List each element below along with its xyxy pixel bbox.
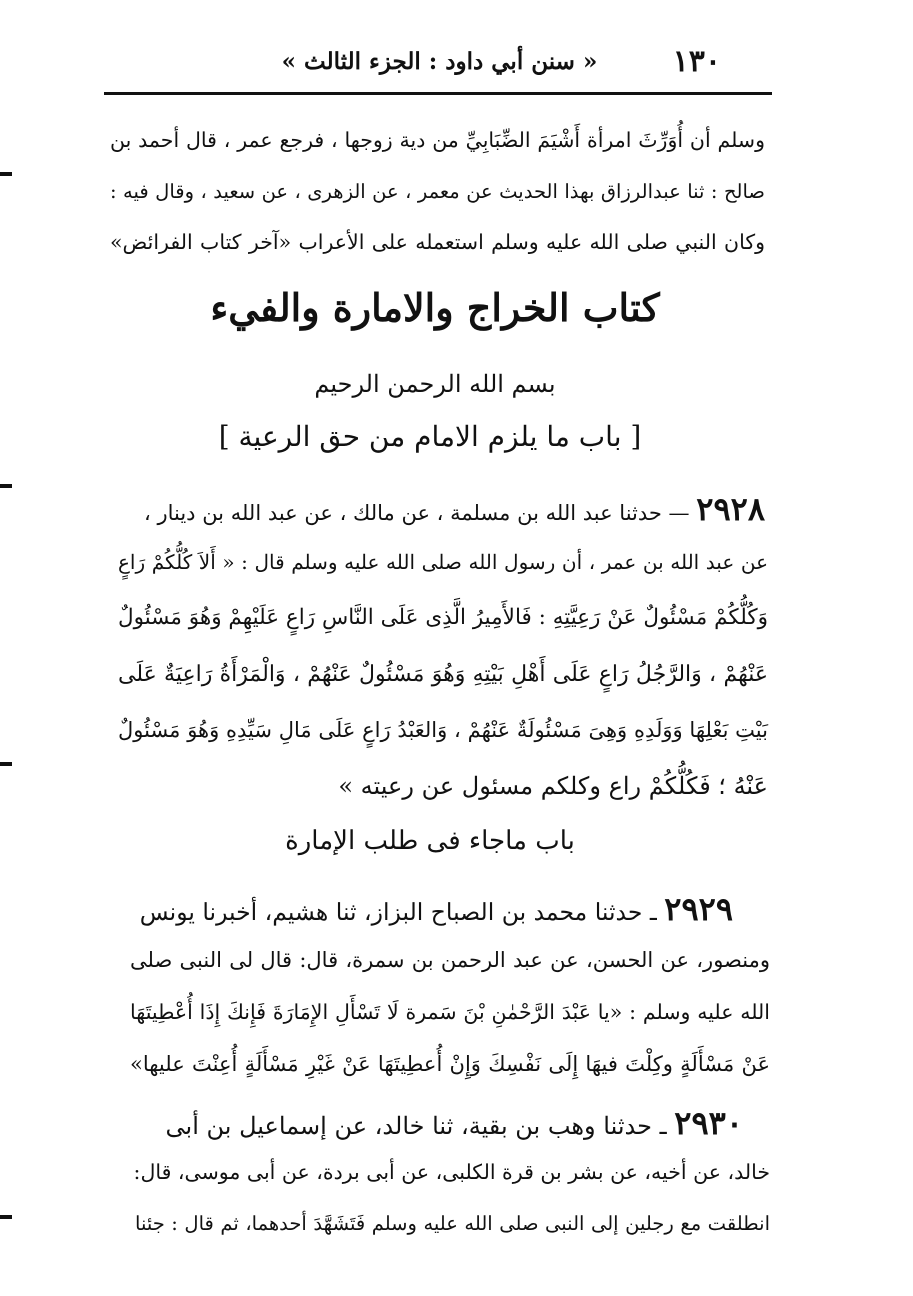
margin-mark <box>0 172 12 176</box>
text-line: صالح : ثنا عبدالرزاق بهذا الحديث عن معمر ، عن الزهرى ، عن سعيد ، وقال فيه : <box>110 180 765 203</box>
hadith-number: ٢٩٢٩ <box>664 890 733 928</box>
text-line: عَنْهُمْ ، وَالرَّجُلُ رَاعٍ عَلَى أَهْلِ بَيْتِهِ وَهُوَ مَسْئُولٌ عَنْهُمْ ، وَالْمَرْأَةُ رَاعِيَةٌ عَلَى <box>118 662 768 687</box>
hadith-number: ٢٩٣٠ <box>674 1104 743 1142</box>
margin-mark <box>0 484 12 488</box>
margin-mark <box>0 1215 12 1219</box>
text-line: عن عبد الله بن عمر ، أن رسول الله صلى الله عليه وسلم قال : « أَلاَ كُلُّكُمْ رَاعٍ <box>118 550 768 574</box>
margin-mark <box>0 762 12 766</box>
chapter-heading: [ باب ما يلزم الامام من حق الرعية ] <box>218 420 642 453</box>
text-line: الله عليه وسلم : «يا عَبْدَ الرَّحْمٰنِ بْنَ سَمرة لَا تَسْأَلِ الإِمَارَةَ فَإِنكَ إِذَا أُعْطِيتَهَا <box>130 1000 770 1024</box>
header-rule <box>104 92 772 95</box>
hadith-text: — حدثنا عبد الله بن مسلمة ، عن مالك ، عن عبد الله بن دينار ، <box>144 501 690 525</box>
text-line: عَنْ مَسْأَلَةٍ وكِلْتَ فيهَا إِلَى نَفْسِكَ وَإِنْ أُعطِيتَهَا عَنْ غَيْرِ مَسْأَلَةٍ أُعِنْتَ عليها» <box>130 1052 770 1076</box>
text-line: وسلم أن أُوَرِّثَ امرأة أَشْيَمَ الضِّبَابِيِّ من دية زوجها ، فرجع عمر ، قال أحمد بن <box>110 128 765 152</box>
hadith-number: ٢٩٢٨ <box>696 490 765 528</box>
hadith-first-line <box>145 490 765 528</box>
hadith-first-line <box>133 890 733 928</box>
text-line: انطلقت مع رجلين إلى النبى صلى الله عليه وسلم فَتَشَهَّدَ أحدهما، ثم قال : جئنا <box>135 1212 770 1235</box>
hadith-first-line <box>133 1104 743 1142</box>
basmala: بسم الله الرحمن الرحيم <box>314 370 556 398</box>
text-line: وكان النبي صلى الله عليه وسلم استعمله على الأعراب «آخر كتاب الفرائض» <box>110 230 765 254</box>
text-line: بَيْتِ بَعْلِهَا وَوَلَدِهِ وَهِىَ مَسْئُولَةٌ عَنْهُمْ ، وَالعَبْدُ رَاعٍ عَلَى مَالِ سَيِّدِهِ وَهُوَ مَسْئُولٌ <box>118 718 768 742</box>
hadith-text: ـ حدثنا وهب بن بقية، ثنا خالد، عن إسماعيل بن أبى <box>165 1112 667 1140</box>
page-number: ١٣٠ <box>672 44 721 79</box>
text-line: خالد، عن أخيه، عن بشر بن قرة الكلبى، عن أبى بردة، عن أبى موسى، قال: <box>133 1160 770 1184</box>
text-line: ومنصور، عن الحسن، عن عبد الرحمن بن سمرة، قال: قال لى النبى صلى <box>130 948 770 972</box>
text-line: وَكُلُّكُمْ مَسْئُولٌ عَنْ رَعِيَّتِهِ : فَالأَمِيرُ الَّذِى عَلَى النَّاسِ رَاعٍ عَلَيْهِمْ وَهُوَ مَسْئُولٌ <box>118 605 768 630</box>
chapter-heading: باب ماجاء فى طلب الإمارة <box>285 826 575 856</box>
running-title: « سنن أبي داود : الجزء الثالث » <box>281 48 598 75</box>
text-line: عَنْهُ ؛ فَكُلُّكُمْ راع وكلكم مسئول عن رعيته » <box>338 772 768 800</box>
page-header <box>108 38 771 90</box>
hadith-text: ـ حدثنا محمد بن الصباح البزاز، ثنا هشيم، أخبرنا يونس <box>139 898 657 926</box>
book-title: كتاب الخراج والامارة والفيء <box>210 285 660 330</box>
